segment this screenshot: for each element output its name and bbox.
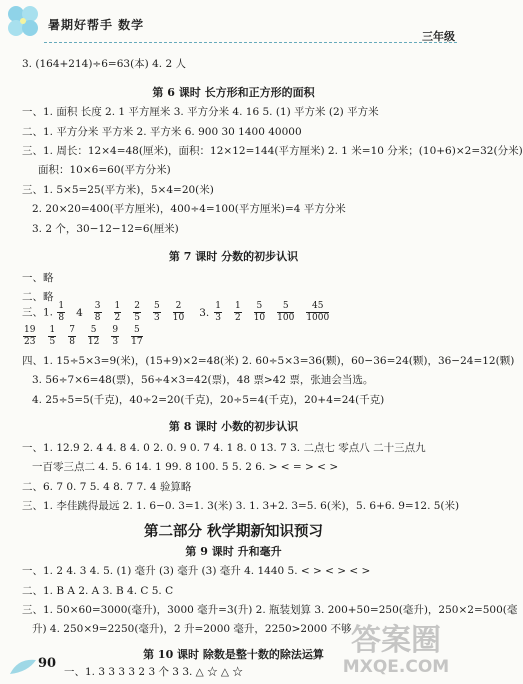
fraction-prefix: 3.	[199, 306, 210, 319]
section-title-6: 第 6 课时 长方形和正方形的面积	[152, 86, 315, 99]
numerator: 5	[88, 326, 99, 337]
fraction	[47, 326, 57, 347]
grade-label: 三年级	[422, 30, 455, 43]
fraction	[67, 326, 77, 347]
section-title-7: 第 7 课时 分数的初步认识	[168, 250, 299, 263]
page-number: 90	[38, 656, 57, 671]
numerator: 2	[173, 302, 184, 313]
fraction	[172, 302, 185, 323]
answer-line: 升) 4. 250×9=2250(毫升)，2 升=2000 毫升，2250>2000 不够	[32, 623, 352, 635]
denominator: 5	[134, 313, 140, 323]
answer-line: 一、1. 2 4. 3 4. 5. (1) 毫升 (3) 毫升 (3) 毫升 4. 1440 5. < > < > < >	[22, 565, 371, 577]
fraction	[87, 326, 100, 347]
answer-line: 面积：10×6=60(平方分米)	[38, 164, 171, 176]
answer-line: 三、1. 5×5=25(平方米)，5×4=20(米)	[22, 184, 214, 196]
denominator: 10	[253, 313, 266, 323]
page-header	[0, 0, 467, 44]
fraction-row-2	[22, 326, 154, 347]
answer-line: 4. 25÷5=5(千克)，40÷2=20(千克)，20÷5=4(千克)，20+4=24(千克)	[32, 394, 385, 406]
answer-line: 一、1. 面积 长度 2. 1 平方厘米 3. 平方分米 4. 16 5. (1) 平方米 (2) 平方米	[22, 106, 379, 118]
denominator: 3	[112, 337, 119, 347]
numerator: 2	[134, 301, 140, 311]
fraction	[113, 302, 123, 323]
watermark-text-bottom: MXQE.COM	[342, 657, 450, 677]
denominator: 12	[87, 337, 100, 347]
denominator: 1000	[306, 313, 330, 323]
numerator: 9	[112, 325, 119, 335]
answer-line: 二、略	[22, 291, 54, 303]
denominator: 2	[114, 313, 121, 323]
denominator: 17	[131, 337, 143, 347]
fraction	[305, 302, 330, 323]
numerator: 7	[69, 325, 75, 335]
numerator: 5	[131, 326, 142, 337]
fraction-row-prefix: 三、1.	[22, 306, 54, 319]
fraction	[152, 302, 162, 323]
watermark-logo	[331, 616, 461, 678]
denominator: 5	[49, 337, 56, 347]
part-title: 第二部分 秋学期新知识预习	[143, 523, 324, 540]
denominator: 8	[58, 313, 65, 323]
header-title: 暑期好帮手 数学	[48, 18, 145, 32]
fraction	[276, 302, 295, 323]
fraction	[253, 302, 266, 323]
numerator: 1	[58, 301, 65, 311]
fraction	[93, 302, 103, 323]
fraction	[22, 326, 37, 347]
numerator: 3	[94, 301, 101, 311]
denominator: 8	[69, 337, 75, 347]
answer-line: 三、1. 李佳跳得最远 2. 1. 6−0. 3=1. 3(米) 3. 1. 3+2. 3=5. 6(米)，5. 6+6. 9=12. 5(米)	[22, 500, 460, 512]
answer-line: 三、1. 50×60=3000(毫升)，3000 毫升=3(升) 2. 瓶装划算 3. 200+50=250(毫升)，250×2=500(毫	[22, 604, 518, 616]
answer-line: 2. 20×20=400(平方厘米)，400÷4=100(平方厘米)=4 平方分米	[32, 203, 346, 215]
fraction-row-1	[22, 302, 340, 323]
answer-line: 三、1. 周长：12×4=48(厘米)，面积：12×12=144(平方厘米) 2. 1 米=10 分米；(10+6)×2=32(分米)	[22, 145, 523, 157]
fraction	[233, 302, 243, 323]
leaf-decoration-icon	[8, 656, 38, 678]
numerator: 1	[215, 301, 221, 311]
header-divider	[44, 42, 457, 43]
fraction: 4	[76, 306, 83, 319]
fraction	[110, 326, 120, 347]
fraction	[130, 326, 143, 347]
answer-line: 一、1. 12.9 2. 4 4. 8 4. 0 2. 0. 9 0. 7 4. 1 8. 0 13. 7 3. 二点七 零点八 二十三点九	[22, 442, 426, 454]
denominator: 10	[172, 313, 185, 323]
numerator: 1	[234, 301, 241, 311]
numerator: 1	[49, 325, 56, 335]
answer-line: 3. 56÷7×6=48(票)，56÷4×3=42(票)，48 票>42 票，张迪会当选。	[32, 374, 374, 386]
denominator: 3	[154, 313, 160, 323]
denominator: 2	[234, 313, 241, 323]
answer-line: 一百零三点二 4. 5. 6 14. 1 99. 8 100. 5 5. 2 6. > < = > < >	[32, 461, 339, 473]
section-title-8: 第 8 课时 小数的初步认识	[168, 420, 299, 433]
answer-line: 二、1. B A 2. A 3. B 4. C 5. C	[22, 585, 174, 597]
answer-line: 一、1. 3 3 3 3 2 3 个 3 3. △ ☆ △ ☆	[64, 666, 243, 678]
section-title-9: 第 9 课时 升和毫升	[185, 545, 282, 558]
answer-line: 3. (164+214)÷6=63(本) 4. 2 人	[22, 58, 186, 70]
denominator: 8	[94, 313, 101, 323]
answer-line: 3. 2 个，30−12−12=6(厘米)	[32, 223, 179, 235]
numerator: 45	[306, 302, 329, 313]
answer-line: 二、6. 7 0. 7 5. 4 8. 7 7. 4 验算略	[22, 481, 192, 493]
numerator: 1	[114, 301, 121, 311]
answer-line: 四、1. 15÷5×3=9(米)，(15+9)×2=48(米) 2. 60÷5×3=36(颗)，60−36=24(颗)，36−24=12(颗)	[22, 355, 515, 367]
numerator: 5	[154, 301, 160, 311]
answer-line: 二、1. 平方分米 平方米 2. 平方米 6. 900 30 1400 40000	[22, 126, 302, 138]
numerator: 19	[24, 325, 36, 335]
denominator: 100	[277, 313, 295, 323]
fraction	[213, 302, 223, 323]
watermark-text-top: 答案圈	[351, 623, 441, 658]
section-title-10: 第 10 课时 除数是整十数的除法运算	[143, 648, 324, 661]
denominator: 23	[24, 337, 36, 347]
answer-line: 一、略	[22, 272, 54, 284]
fraction	[132, 302, 142, 323]
denominator: 3	[215, 313, 221, 323]
fraction	[56, 302, 66, 323]
numerator: 5	[254, 302, 265, 313]
clover-decoration-icon	[2, 0, 46, 44]
numerator: 5	[277, 302, 294, 313]
